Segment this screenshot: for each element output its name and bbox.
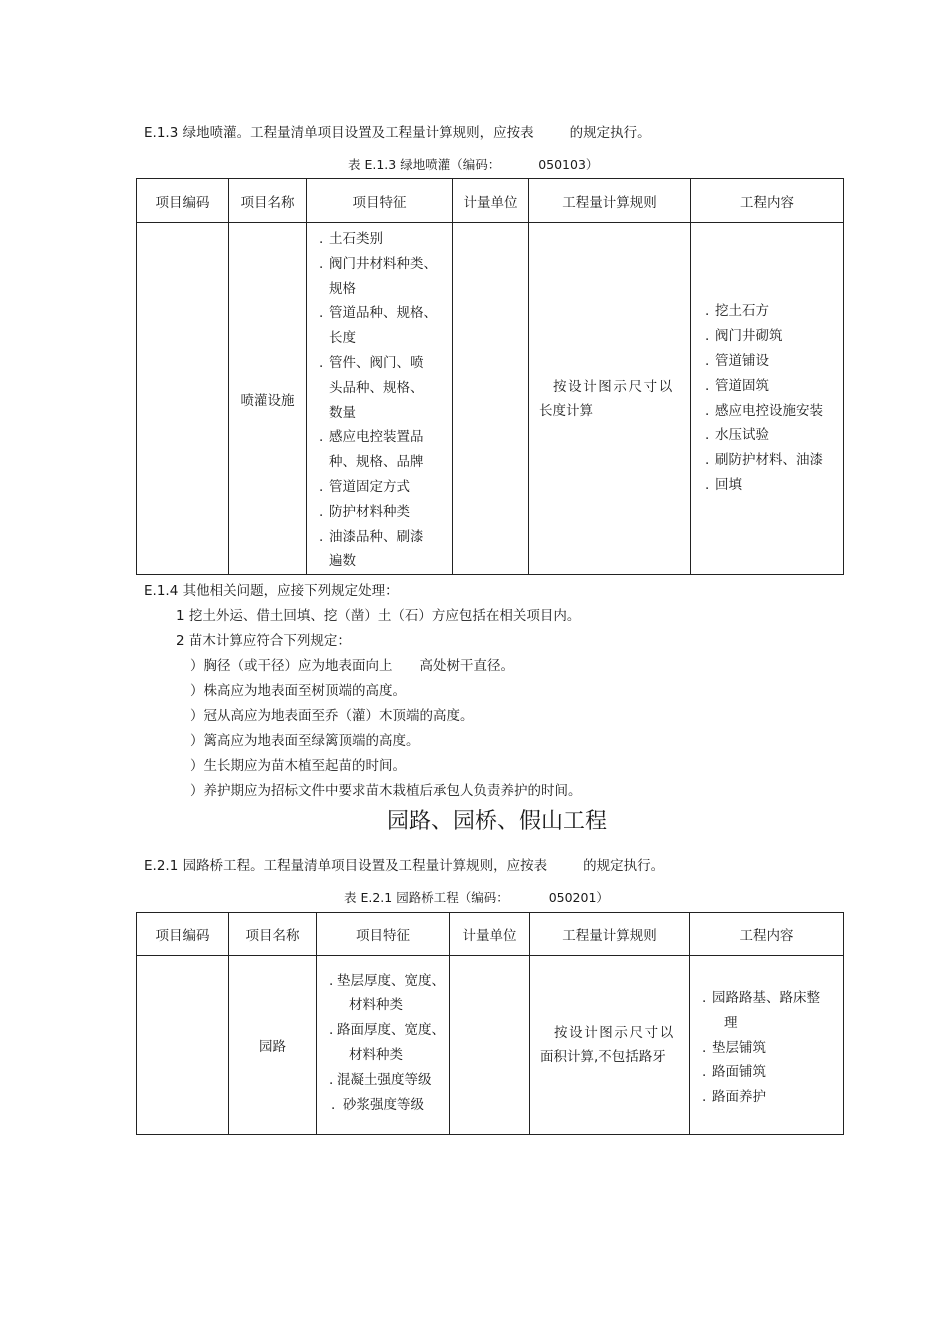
e14-item-1: 1 挖土外运、借土回填、挖（凿）土（石）方应包括在相关项目内。 [176,608,581,624]
list-item: . 感应电控装置品 种、规格、品牌 [319,429,424,471]
e13-intro-right: 的规定执行。 [569,125,651,141]
e21-intro-right: 的规定执行。 [583,858,665,874]
e13-table-header-row [137,179,844,223]
e21-header-unit: 计量单位 [450,913,530,956]
e14-subitem-5: ）生长期应为苗木植至起苗的时间。 [190,758,406,774]
e21-header-code: 项目编码 [137,913,229,956]
list-item: . 管道固定方式 [319,478,410,495]
e13-cell-rule [529,223,691,575]
e14-subitem-4: ）篱高应为地表面至绿篱顶端的高度。 [190,733,420,749]
e21-header-content: 工程内容 [690,913,844,956]
e13-header-code: 项目编码 [137,179,229,223]
e21-table-caption [344,888,609,906]
e21-cell-features [317,956,450,1135]
e21-intro-left: E.2.1 园路桥工程。工程量清单项目设置及工程量计算规则，应按表 [144,858,548,874]
e21-table-header-row [137,913,844,956]
e21-header-features: 项目特征 [317,913,450,956]
e13-content-list [691,299,843,497]
e21-header-rule: 工程量计算规则 [530,913,690,956]
list-item: . 刷防护材料、油漆 [705,452,823,469]
list-item: . 园路路基、路床整 理 [702,990,820,1031]
list-item: . 管道铺设 [705,352,769,369]
e14-title: E.1.4 其他相关问题，应接下列规定处理： [144,583,399,599]
e13-header-features: 项目特征 [307,179,453,223]
list-item: . 垫层厚度、宽度、 材料种类 [329,972,445,1014]
list-item: . 挖土石方 [705,303,769,320]
e21-caption-left: 表 E.2.1 园路桥工程（编码： [344,890,509,905]
list-item: . 砂浆强度等级 [331,1096,424,1113]
e13-cell-unit [453,223,529,575]
e13-cell-content [691,223,844,575]
e21-header-name: 项目名称 [229,913,317,956]
e21-table-row [137,956,844,1135]
e13-intro-left: E.1.3 绿地喷灌。工程量清单项目设置及工程量计算规则，应按表 [144,125,534,141]
e13-header-name: 项目名称 [229,179,307,223]
list-item: . 土石类别 [319,231,383,247]
e21-table [136,912,844,1135]
e13-cell-code [137,223,229,575]
e13-feature-list [307,227,452,574]
e21-cell-content [690,956,844,1135]
e21-feature-list [317,969,449,1122]
e13-table-row [137,223,844,575]
e21-cell-rule [530,956,690,1135]
e21-cell-unit [450,956,530,1135]
e13-caption-right: 050103） [538,157,599,172]
list-item: . 混凝土强度等级 [329,1071,432,1088]
chapter-heading: 园路、园桥、假山工程 [386,809,607,834]
e13-caption-left: 表 E.1.3 绿地喷灌（编码： [348,157,501,172]
e21-rule-text: 按设计图示尺寸以 面积计算,不包括路牙 [540,1025,675,1065]
list-item: . 水压试验 [705,427,769,444]
e14-item-2: 2 苗木计算应符合下列规定： [176,633,351,649]
list-item: . 回填 [705,476,742,493]
e13-table [136,178,844,575]
list-item: . 路面厚度、宽度、 材料种类 [329,1022,445,1063]
e13-table-caption [348,155,598,173]
e13-header-unit: 计量单位 [453,179,529,223]
list-item: . 管件、阀门、喷 头品种、规格、 数量 [319,354,424,421]
e21-content-list [690,986,843,1110]
e13-header-rule: 工程量计算规则 [529,179,691,223]
e13-header-content: 工程内容 [691,179,844,223]
e13-cell-features [307,223,453,575]
e13-cell-name: 喷灌设施 [229,223,307,575]
list-item: . 路面铺筑 [702,1064,766,1081]
e14-subitem-2: ）株高应为地表面至树顶端的高度。 [190,683,406,699]
e21-intro [144,854,664,874]
e14-subitem-6: ）养护期应为招标文件中要求苗木栽植后承包人负责养护的时间。 [190,783,582,799]
list-item: . 路面养护 [702,1089,766,1106]
list-item: . 感应电控设施安装 [705,402,823,419]
e21-cell-name: 园路 [229,956,317,1135]
list-item: . 防护材料种类 [319,503,410,520]
e14-subitem-1: ）胸径（或干径）应为地表面向上 高处树干直径。 [190,658,514,674]
e14-subitem-3: ）冠从高应为地表面至乔（灌）木顶端的高度。 [190,708,474,724]
list-item: . 阀门井砌筑 [705,328,783,345]
list-item: . 阀门井材料种类、 规格 [319,255,437,297]
e13-rule-text: 按设计图示尺寸以 长度计算 [539,378,674,419]
e21-cell-code [137,956,229,1135]
list-item: . 油漆品种、刷漆 遍数 [319,528,424,570]
list-item: . 管道固筑 [705,377,769,394]
e13-intro [144,121,651,141]
e21-caption-right: 050201） [548,890,609,905]
list-item: . 管道品种、规格、 长度 [319,305,437,347]
list-item: . 垫层铺筑 [702,1039,766,1056]
